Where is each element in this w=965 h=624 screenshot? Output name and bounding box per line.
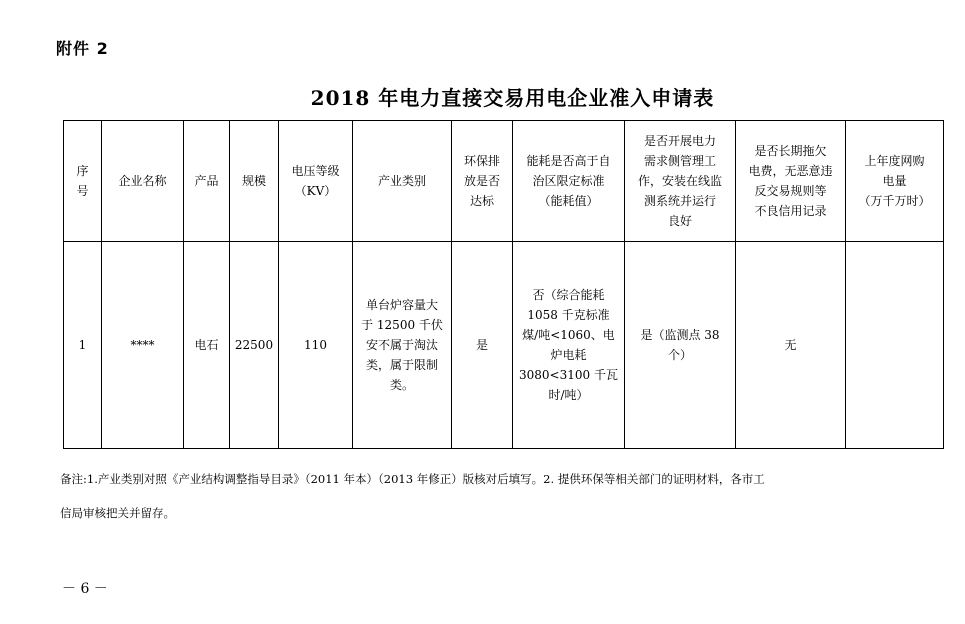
table-cell <box>846 242 944 449</box>
table-cell: 22500 <box>230 242 279 449</box>
header-cell: 序 号 <box>64 121 102 242</box>
header-cell: 是否长期拖欠 电费，无恶意违 反交易规则等 不良信用记录 <box>736 121 846 242</box>
header-cell: 产业类别 <box>353 121 452 242</box>
header-cell: 产品 <box>184 121 230 242</box>
attachment-label: 附件 2 <box>56 39 109 58</box>
table-cell: 单台炉容量大 于 12500 千伏 安不属于淘汰 类，属于限制 类。 <box>353 242 452 449</box>
table-cell: **** <box>102 242 184 449</box>
table-cell: 是 <box>452 242 513 449</box>
table-cell: 110 <box>279 242 353 449</box>
footnote <box>60 462 940 530</box>
footnote-line: 备注:1.产业类别对照《产业结构调整指导目录》（2011 年本）（2013 年修正）版核对后填写。2. 提供环保等相关部门的证明材料，各市工 <box>60 472 765 486</box>
table-cell: 是（监测点 38 个） <box>625 242 736 449</box>
table-row <box>64 242 944 449</box>
header-cell: 上年度网购 电量 （万千万时） <box>846 121 944 242</box>
page-number: － 6 － <box>62 581 108 597</box>
table-header-row <box>64 121 944 242</box>
header-cell: 电压等级 （KV） <box>279 121 353 242</box>
header-cell: 是否开展电力 需求侧管理工 作，安装在线监 测系统并运行 良好 <box>625 121 736 242</box>
header-cell: 企业名称 <box>102 121 184 242</box>
table-cell: 1 <box>64 242 102 449</box>
header-cell: 规模 <box>230 121 279 242</box>
form-title: 2018 年电力直接交易用电企业准入申请表 <box>310 86 715 110</box>
table-cell: 否（综合能耗 1058 千克标准 煤/吨<1060、电 炉电耗 3080<3100 千瓦 时/吨） <box>513 242 625 449</box>
table-cell: 电石 <box>184 242 230 449</box>
header-cell: 环保排 放是否 达标 <box>452 121 513 242</box>
header-cell: 能耗是否高于自 治区限定标准 （能耗值） <box>513 121 625 242</box>
application-table <box>63 120 944 449</box>
footnote-line: 信局审核把关并留存。 <box>60 506 175 520</box>
table-cell: 无 <box>736 242 846 449</box>
